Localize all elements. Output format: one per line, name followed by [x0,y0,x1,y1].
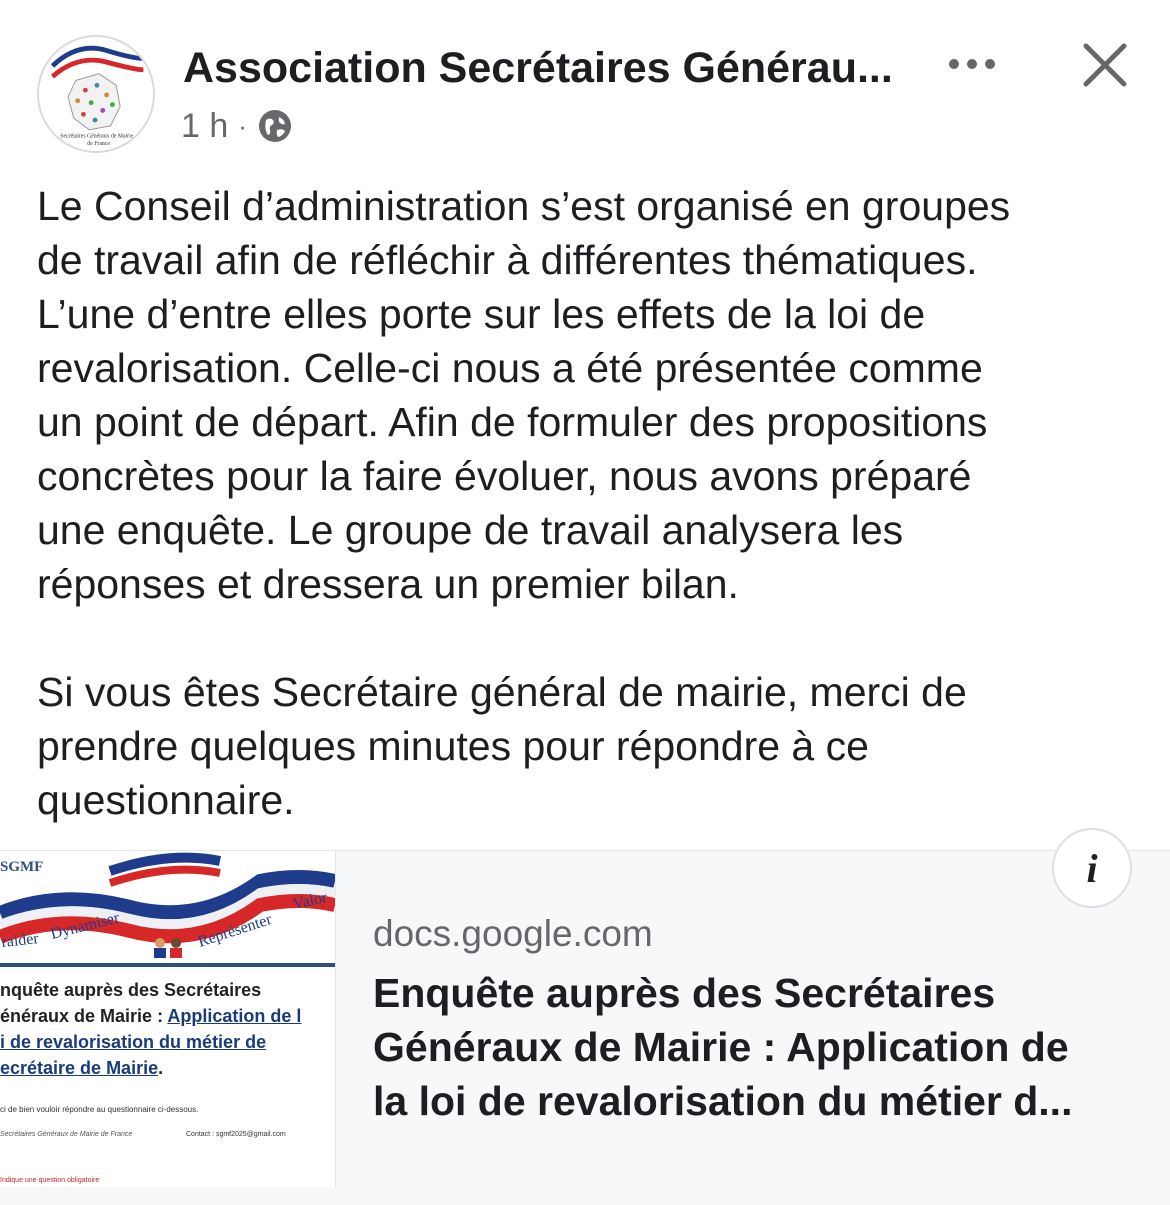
svg-text:Représenter: Représenter [195,911,274,951]
globe-icon[interactable] [257,108,293,144]
post-time[interactable]: 1 h [181,106,229,145]
thumb-contact: Contact : sgmf2025@gmail.com [186,1131,286,1138]
svg-text:Valor: Valor [291,889,329,913]
close-icon [1082,42,1128,88]
svg-text:de France: de France [87,141,110,148]
post-meta [181,104,293,148]
more-options-button[interactable] [944,42,1000,86]
page-name[interactable]: Association Secrétaires Générau... [183,44,893,92]
link-title[interactable]: Enquête auprès des Secrétaires Généraux de Mairie : Application de la loi de revalorisation du métier d... [373,970,1073,1124]
thumb-title: nquête auprès des Secrétaires énéraux de Mairie : Application de l i de revalorisation du métier de ecrétaire de Mairie. [0,980,302,1078]
close-button[interactable] [1078,38,1132,92]
meta-separator: · [238,110,247,141]
thumb-note: ci de bien vouloir répondre au questionnaire ci-dessous. [0,1105,199,1114]
link-thumbnail [0,851,336,1187]
post-body: Le Conseil d’administration s’est organisé en groupes de travail afin de réfléchir à différentes thématiques. L’une d’entre elles porte sur les effets de la loi de revalorisation. Celle-ci nous a été présentée comme un point de départ. Afin de formuler des propositions concrètes pour la faire évoluer, nous avons préparé une enquête. Le groupe de travail analysera les réponses et dressera un premier bilan. Si vous êtes Secrétaire général de mairie, merci de prendre quelques minutes pour répondre à ce questionnaire. [37,183,1011,823]
svg-text:Secrétaires Généraux de Mairie: Secrétaires Généraux de Mairie [60,133,134,140]
thumb-required-note: Indique une question obligatoire [0,1177,100,1184]
link-domain[interactable]: docs.google.com [373,913,653,954]
page-avatar[interactable] [37,35,155,153]
thumb-brand: SGMF [0,859,44,875]
svg-text:raider: raider [0,930,40,951]
svg-text:Dynamiser: Dynamiser [48,909,122,943]
info-button[interactable] [1052,828,1132,908]
thumb-footer: Secrétaires Généraux de Mairie de France [0,1131,133,1138]
info-icon: i [1086,845,1098,891]
more-dots-icon [947,58,997,70]
